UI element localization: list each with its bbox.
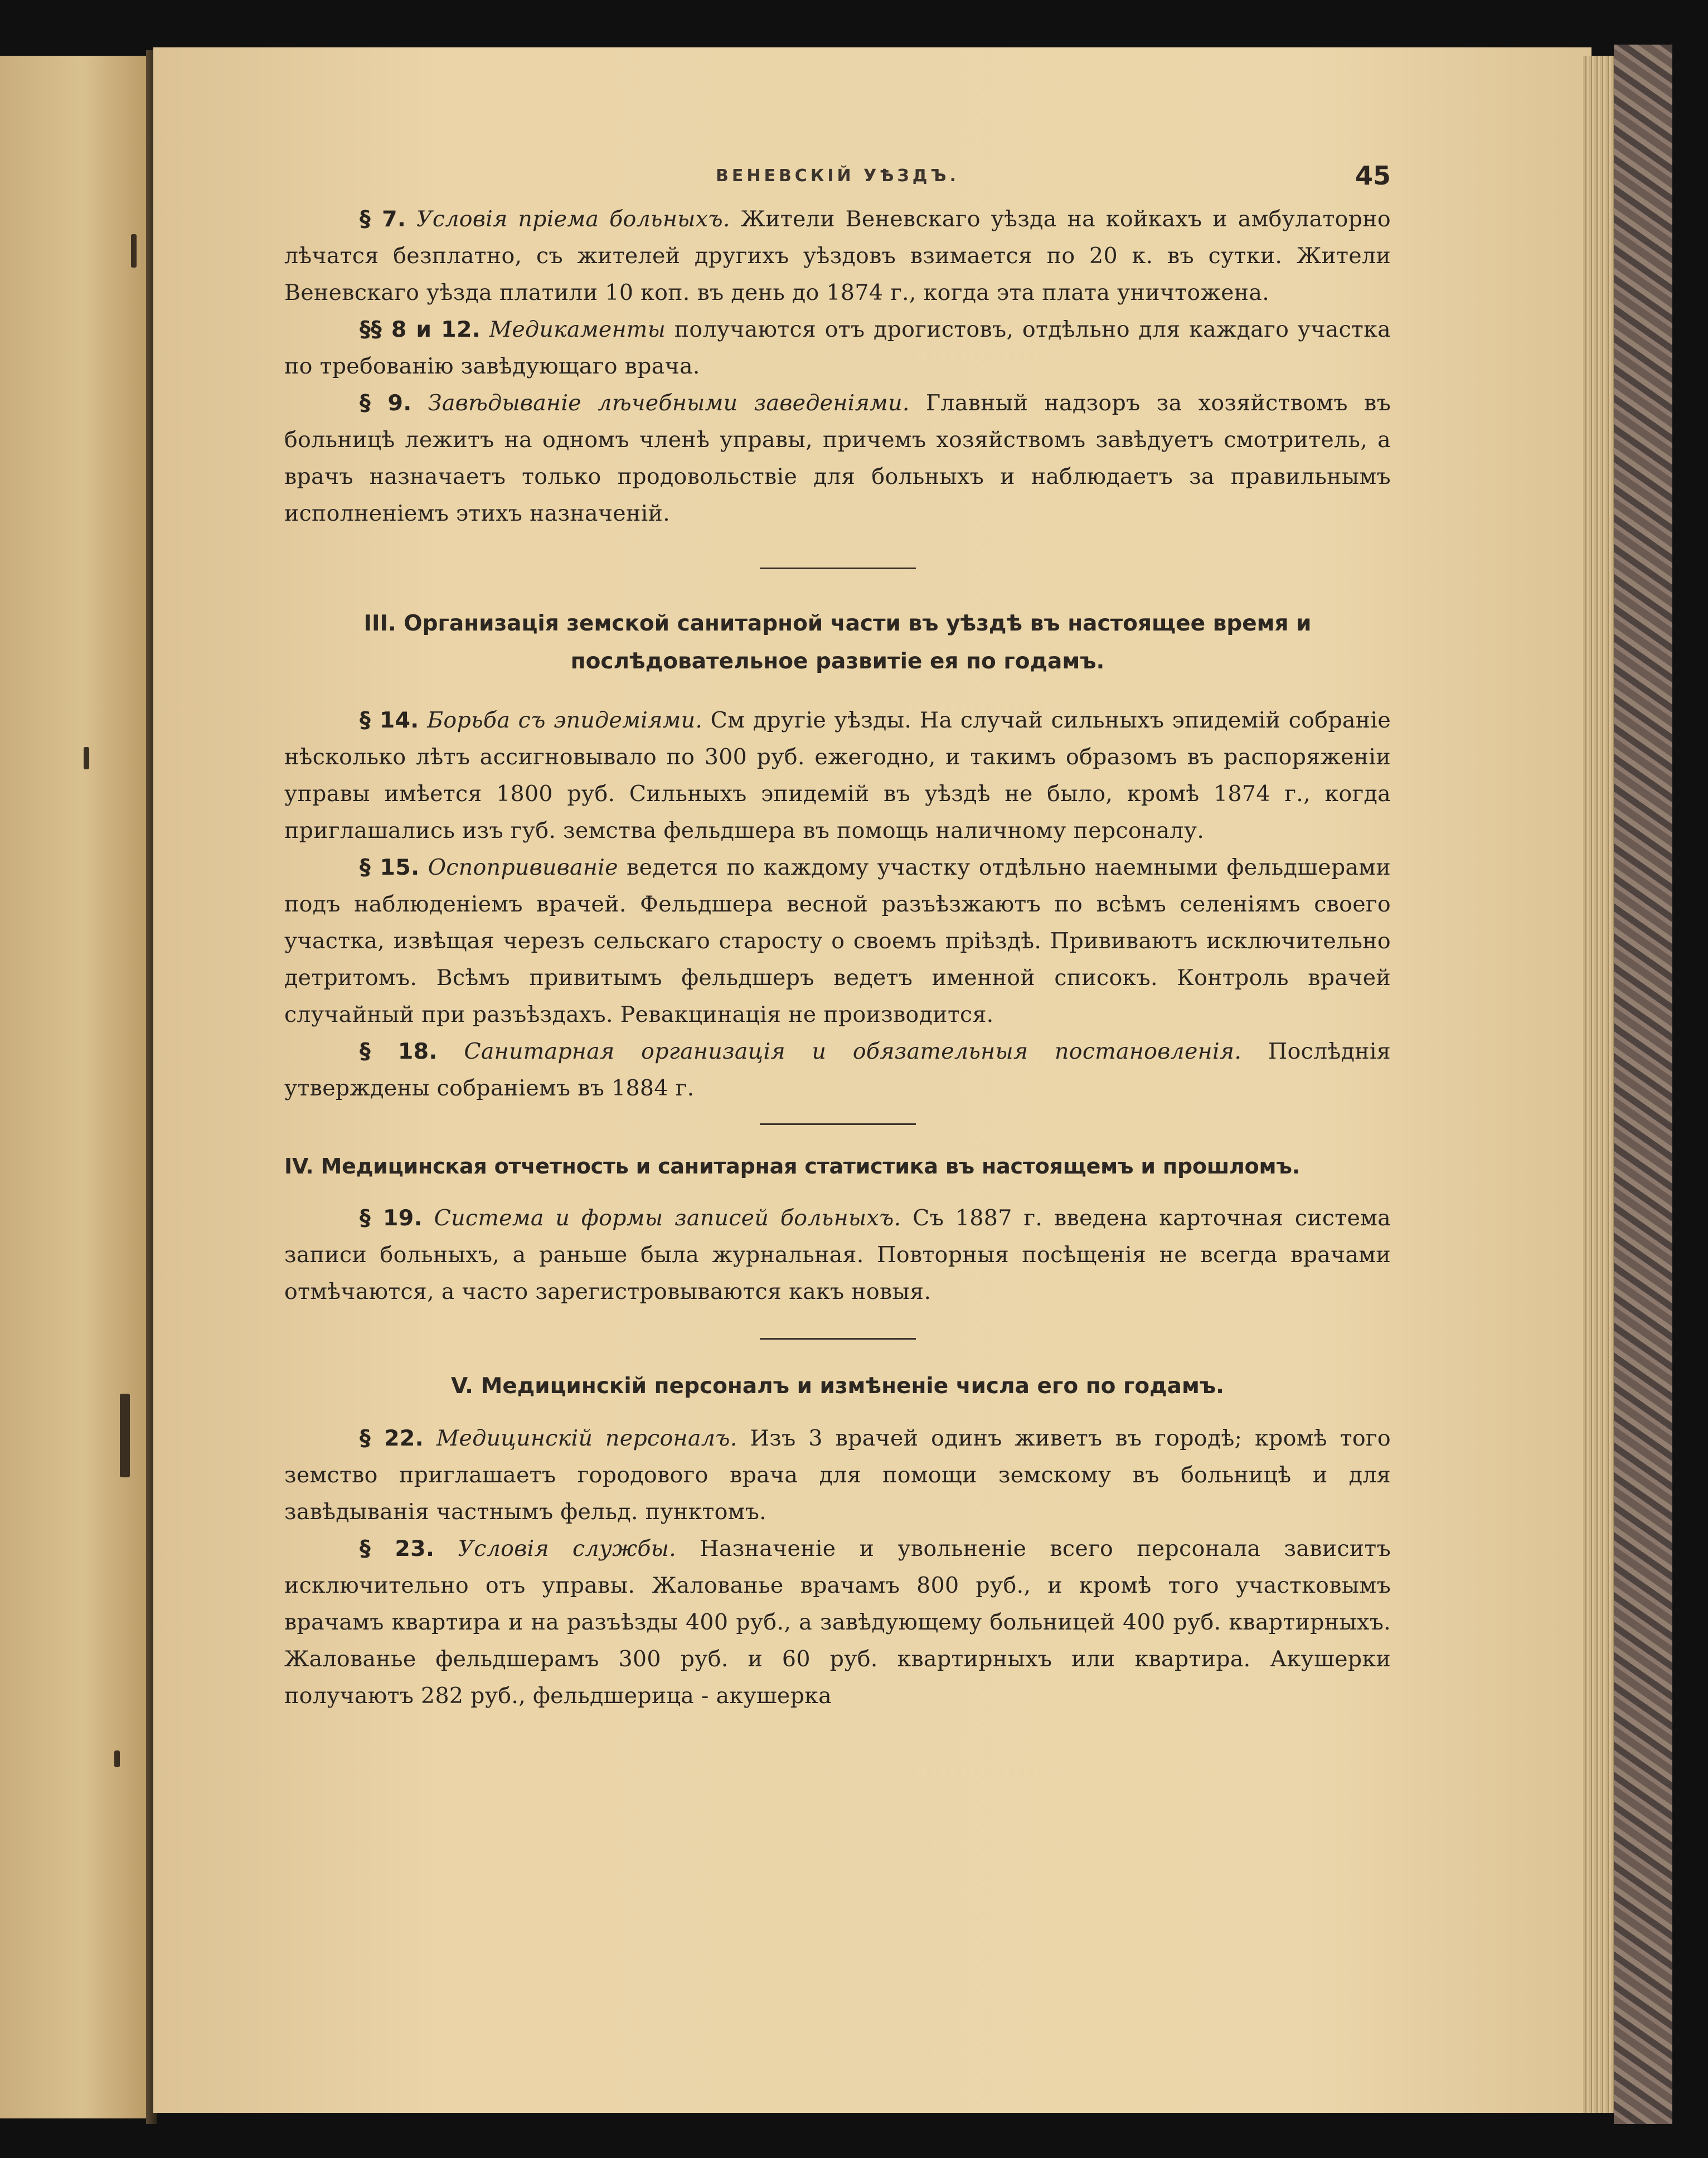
paragraph-23: [284, 1530, 1391, 1714]
paragraph-19: [284, 1200, 1391, 1310]
paragraph-text: Послѣднія утверждены собраніемъ въ 1884 г.: [284, 1039, 1391, 1101]
page-text-block: [284, 156, 1391, 1714]
paragraph-title: Медикаменты: [489, 317, 666, 342]
page-mark: [84, 747, 89, 769]
paragraph-text: Назначеніе и увольненіе всего персонала зависитъ исключительно отъ управы. Жалованье врачамъ 800 руб., и кромѣ того участковымъ врачамъ квартира и на разъѣзды 400 руб., а завѣдующему больницей 400 руб. квартирныхъ. Жалованье фельдшерамъ 300 руб. и 60 руб. квартирныхъ или квартира. Акушерки получаютъ 282 руб., фельдшерица - акушерка: [284, 1536, 1391, 1709]
paragraph-7: [284, 201, 1391, 311]
marbled-cover-edge: [1614, 45, 1672, 2124]
running-header: [284, 156, 1391, 201]
paragraph-22: [284, 1420, 1391, 1530]
section-heading-5: V. Медицинскій персоналъ и измѣненіе числа его по годамъ.: [451, 1374, 1224, 1399]
paragraph-title: Борьба съ эпидеміями.: [427, 707, 703, 733]
page-mark: [131, 234, 137, 268]
running-title: ВЕНЕВСКІЙ УѢЗДЪ.: [715, 166, 960, 186]
paragraph-text: Жители Веневскаго уѣзда на койкахъ и амбулаторно лѣчатся безплатно, съ жителей другихъ уѣздовъ взимается по 20 к. въ сутки. Жители Веневскаго уѣзда платили 10 коп. въ день до 1874 г., когда эта плата уничтожена.: [284, 206, 1391, 305]
section-divider: [760, 1123, 916, 1125]
paragraph-18: [284, 1033, 1391, 1107]
section-number: § 14.: [360, 707, 419, 733]
page-mark: [114, 1750, 120, 1767]
section-divider: [760, 1338, 916, 1340]
page-number: 45: [1355, 161, 1391, 191]
paragraph-title: Завѣдываніе лѣчебными заведеніями.: [428, 390, 910, 416]
paragraph-text: Съ 1887 г. введена карточная система записи больныхъ, а раньше была журнальная. Повторныя посѣщенія не всегда врачами отмѣчаются, а часто зарегистровываются какъ новыя.: [284, 1205, 1391, 1305]
facing-page-edge: [0, 56, 151, 2118]
paragraph-text: Изъ 3 врачей одинъ живетъ въ городѣ; кромѣ того земство приглашаетъ городового врача для помощи земскому въ больницѣ и для завѣдыванія частнымъ фельд. пунктомъ.: [284, 1425, 1391, 1525]
section-number: § 19.: [360, 1205, 423, 1231]
section-number: § 18.: [360, 1039, 438, 1064]
section-number: § 22.: [360, 1425, 424, 1451]
section-number: §§ 8 и 12.: [360, 317, 481, 342]
paragraph-text: ведется по каждому участку отдѣльно наемными фельдшерами подъ наблюденіемъ врачей. Фельдшера весной разъѣзжаютъ по всѣмъ селеніямъ своего участка, извѣщая черезъ сельскаго старосту о своемъ пріѣздѣ. Прививаютъ исключительно детритомъ. Всѣмъ привитымъ фельдшеръ ведетъ именной списокъ. Контроль врачей случайный при разъѣздахъ. Ревакцинація не производится.: [284, 855, 1391, 1027]
paragraph-15: [284, 849, 1391, 1033]
spacer: [284, 1405, 1391, 1420]
paragraph-title: Санитарная организація и обязательныя постановленія.: [464, 1039, 1242, 1064]
page-mark: [120, 1394, 130, 1477]
section-number: § 9.: [360, 390, 412, 416]
paragraph-14: [284, 702, 1391, 849]
paragraph-text: получаются отъ дрогистовъ, отдѣльно для каждаго участка по требованію завѣдующаго врача.: [284, 317, 1391, 379]
page-stack-edge: [1583, 56, 1617, 2113]
paragraph-title: Оспопрививаніе: [428, 855, 618, 880]
section-heading-3: III. Организація земской санитарной части въ уѣздѣ въ настоящее время и послѣдовательное развитіе ея по годамъ.: [363, 611, 1312, 674]
section-divider: [760, 568, 916, 569]
spacer: [284, 1185, 1391, 1200]
section-heading-4: IV. Медицинская отчетность и санитарная статистика въ настоящемъ и прошломъ.: [284, 1154, 1300, 1179]
paragraph-8-12: [284, 311, 1391, 385]
paragraph-title: Система и формы записей больныхъ.: [434, 1205, 901, 1231]
paragraph-text: Главный надзоръ за хозяйствомъ въ больницѣ лежитъ на одномъ членѣ управы, причемъ хозяйствомъ завѣдуетъ смотритель, а врачъ назначаетъ только продовольствіе для больныхъ и наблюдаетъ за правильнымъ исполненіемъ этихъ назначеній.: [284, 390, 1391, 526]
section-number: § 15.: [360, 855, 420, 880]
paragraph-title: Условія службы.: [458, 1536, 677, 1561]
section-number: § 7.: [360, 206, 406, 232]
paragraph-text: См другіе уѣзды. На случай сильныхъ эпидемій собраніе нѣсколько лѣтъ ассигновывало по 300 руб. ежегодно, и такимъ образомъ въ распоряженіи управы имѣется 1800 руб. Сильныхъ эпидемій въ уѣздѣ не было, кромѣ 1874 г., когда приглашались изъ губ. земства фельдшера въ помощь наличному персоналу.: [284, 707, 1391, 843]
section-number: § 23.: [360, 1536, 435, 1561]
paragraph-title: Медицинскій персоналъ.: [436, 1425, 737, 1451]
paragraph-title: Условія пріема больныхъ.: [416, 206, 730, 232]
spacer: [284, 681, 1391, 702]
paragraph-9: [284, 385, 1391, 532]
